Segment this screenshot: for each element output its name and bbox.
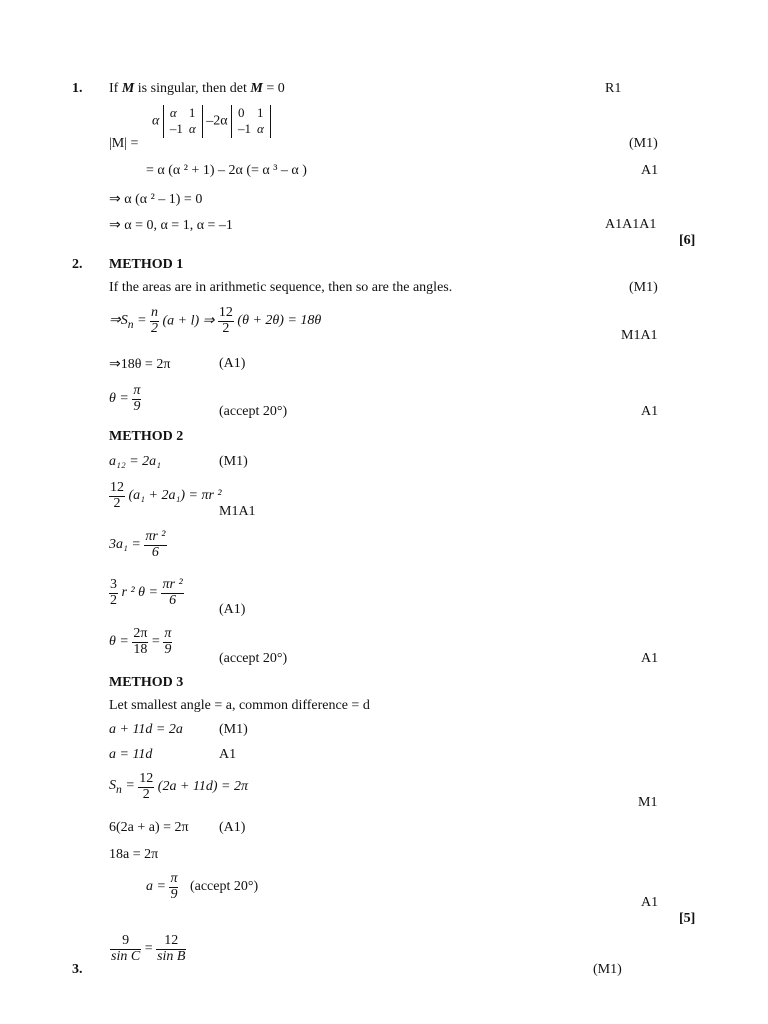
mark: A1: [641, 651, 659, 666]
mark: A1: [641, 163, 659, 178]
mark: M1A1: [621, 328, 658, 343]
determinant-1: α 1 –1 α: [163, 105, 203, 138]
question-total: [5]: [679, 911, 696, 926]
q2-m1-line-4: θ = $\frac{\pi}{9}$: [109, 383, 141, 414]
q2-m3-line-7: a = $\frac{\pi}{9}$ (accept 20°): [146, 871, 259, 902]
mark: A1A1A1: [605, 217, 657, 232]
q1-det-lhs: |M| =: [109, 136, 139, 151]
q2-m2-line-5: θ = $\frac{2\pi}{18}$ = $\frac{\pi}{9}$: [109, 626, 172, 657]
q2-m2-line-3: 3a₁ = $\frac{\text{πr ²}}{6}$: [109, 529, 166, 560]
q1-line-1: If M is singular, then det M = 0: [109, 81, 285, 96]
q1-line-4: ⇒ α (α ² – 1) = 0: [109, 192, 203, 207]
q2-m1-line-2: $\Rightarrow S_n$ = $\frac{n}{2}$ (a + l) ⇒ $\frac{12}{2}$ (θ + 2θ) = 18θ: [109, 305, 322, 336]
note: (accept 20°): [219, 651, 288, 666]
note: (M1): [219, 454, 248, 469]
q2-m3-line-3: a = 11d: [109, 747, 153, 762]
q2-m1-line-3: ⇒18θ = 2π: [109, 357, 171, 372]
q1-line-3: = α (α ² + 1) – 2α (= α ³ – α ): [146, 163, 307, 178]
mark: R1: [605, 81, 622, 96]
q3-equation: $\frac{9}{\text{sin C}}$ = $\frac{12}{\text{sin B}}$: [111, 933, 186, 964]
q2-m2-line-4: $\frac{3}{2}$ r ² θ = $\frac{\text{πr ²}}{6}$: [110, 577, 183, 608]
question-number: 1.: [72, 81, 83, 96]
q2-m3-line-1: Let smallest angle = a, common difference = d: [109, 698, 370, 713]
note: A1: [219, 747, 237, 762]
question-total: [6]: [679, 233, 696, 248]
q2-m3-line-6: 18a = 2π: [109, 847, 159, 862]
mark: (M1): [629, 136, 658, 151]
q2-m3-line-2: a + 11d = 2a: [109, 722, 183, 737]
mark: M1: [638, 795, 658, 810]
q1-line-5: ⇒ α = 0, α = 1, α = –1: [109, 218, 233, 233]
q2-m1-line-1: If the areas are in arithmetic sequence, then so are the angles.: [109, 280, 453, 295]
note: (A1): [219, 602, 246, 617]
method-heading: METHOD 1: [109, 257, 184, 272]
method-heading: METHOD 2: [109, 429, 184, 444]
question-number: 3.: [72, 962, 83, 977]
note: (A1): [219, 356, 246, 371]
question-number: 2.: [72, 257, 83, 272]
method-heading: METHOD 3: [109, 675, 184, 690]
q2-m2-line-2: $\frac{12}{2}$ (a₁ + 2a₁) = πr ²: [110, 480, 222, 511]
q2-m2-line-1: a₁₂ = 2a₁: [109, 454, 162, 469]
mark: A1: [641, 404, 659, 419]
note: (accept 20°): [219, 404, 288, 419]
q2-m3-line-5: 6(2a + a) = 2π: [109, 820, 189, 835]
q2-m3-line-4: $S_n$ = $\frac{12}{2}$ (2a + 11d) = 2π: [109, 771, 248, 802]
mark: (M1): [593, 962, 622, 977]
determinant-2: 0 1 –1 α: [231, 105, 271, 138]
mark: (M1): [629, 280, 658, 295]
q1-det-expression: α α 1 –1 α –2α 0 1 –1 α: [152, 105, 271, 138]
note: (M1): [219, 722, 248, 737]
note: M1A1: [219, 504, 256, 519]
mark: A1: [641, 895, 659, 910]
note: (A1): [219, 820, 246, 835]
